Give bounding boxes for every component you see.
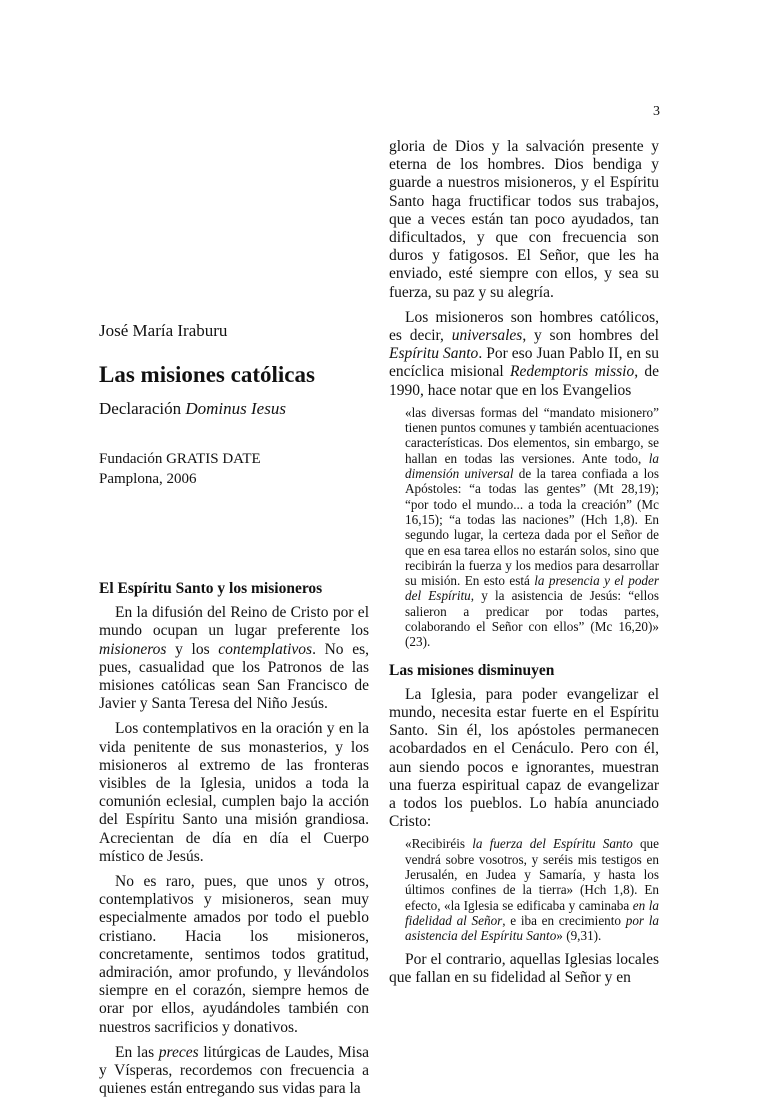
text-run: En la difusión del Reino de Cristo por el mundo ocupan un lugar preferente los bbox=[99, 604, 369, 640]
paragraph: gloria de Dios y la salvación presente y eterna de los hombres. Dios bendiga y guarde a nuestros misioneros, y el Espíritu Santo haga fructificar todos sus trabajos, que a veces están tan poco ayudados, tan dificultados, y que con frecuencia son duros y fatigosos. El Señor, que les ha enviado, esté siempre con ellos, y sea su fuerza, su paz y su alegría. bbox=[389, 138, 659, 301]
paragraph: Por el contrario, aquellas Iglesias locales que fallan en su fidelidad al Señor y en bbox=[389, 950, 659, 986]
text-run: » (9,31). bbox=[556, 928, 602, 944]
italic-run: la fuerza del Espíritu Santo bbox=[472, 836, 633, 852]
book-subtitle bbox=[99, 400, 286, 418]
paragraph bbox=[99, 604, 369, 713]
author-name: José María Iraburu bbox=[99, 321, 228, 340]
italic-run: la presencia y el poder del Espíritu bbox=[405, 573, 659, 604]
text-run: , y la asistencia de Jesús: “ellos salieron a predicar por todas partes, colaborando el Señor con ellos” (Mc 16,20)» (23). bbox=[405, 588, 659, 650]
text-run: En las bbox=[115, 1043, 159, 1061]
block-quote bbox=[389, 405, 659, 650]
text-run: . No es, pues, casualidad que los Patronos de las misiones católicas sean San Francisco de Javier y Santa Teresa del Niño Jesús. bbox=[99, 640, 369, 713]
subtitle-italic: Dominus Iesus bbox=[185, 399, 286, 418]
text-run: «Recibiréis bbox=[405, 836, 473, 852]
italic-run: preces bbox=[158, 1043, 199, 1061]
text-run: «las diversas formas del “mandato misionero” tienen puntos comunes y también acentuaciones características. Dos elementos, sin embargo, se hallan en todas las versiones. Ante todo, bbox=[405, 404, 659, 466]
page-number: 3 bbox=[653, 104, 660, 119]
text-run: , de 1990, hace notar que en los Evangelios bbox=[389, 363, 659, 399]
text-run: , y son hombres del bbox=[522, 327, 659, 345]
text-run: Los misioneros son hombres católicos, es decir, bbox=[389, 308, 659, 345]
publisher: Fundación GRATIS DATE bbox=[99, 451, 261, 467]
book-title: Las misiones católicas bbox=[99, 362, 315, 387]
section-heading: Las misiones disminuyen bbox=[389, 661, 555, 679]
city-year: Pamplona, 2006 bbox=[99, 471, 197, 487]
text-run: . Por eso Juan Pablo II, en su encíclica misional bbox=[389, 345, 659, 381]
italic-run: Redemptoris missio bbox=[509, 363, 635, 381]
text-run: litúrgicas de Laudes, Misa y Vísperas, recordemos con frecuencia a quienes están entregando sus vidas para la bbox=[99, 1043, 370, 1098]
text-run: de la tarea confiada a los Apóstoles: “a todas las gentes” (Mt 28,19); “por todo el mundo... a toda la creación” (Mc 16,15); “a todas las naciones” (Hch 1,8). En segundo lugar, la certeza dada por el Señor de que en esa tarea ellos no estarán solos, sino que recibirán la fuerza y los medios para desarrollar su misión. En esto está bbox=[405, 466, 660, 589]
italic-run: en la fidelidad al Señor bbox=[405, 897, 659, 928]
text-run: , e iba en crecimiento bbox=[502, 912, 626, 928]
block-quote bbox=[389, 836, 659, 943]
paragraph: La Iglesia, para poder evangelizar el mundo, necesita estar fuerte en el Espíritu Santo. Sin él, los apóstoles permanecen acobardados en el Cenáculo. Pero con él, aun siendo pocos e ignorantes, muestran una fuerza espiritual capaz de evangelizar a todos los pueblos. Lo había anunciado Cristo: bbox=[389, 685, 659, 831]
section-heading: El Espíritu Santo y los misioneros bbox=[99, 580, 323, 597]
text-run: y los bbox=[166, 640, 219, 658]
subtitle-prefix: Declaración bbox=[99, 399, 186, 418]
paragraph: Los contemplativos en la oración y en la vida penitente de sus monasterios, y los misioneros al extremo de las fronteras visibles de la Iglesia, unidos a toda la comunión eclesial, cumplen bajo la acción del Espíritu Santo una misión grandiosa. Acrecientan de día en día el Cuerpo místico de Jesús. bbox=[99, 720, 369, 865]
section-espiritu-santo bbox=[99, 580, 369, 1098]
italic-run: universales bbox=[451, 327, 523, 345]
paragraph bbox=[389, 309, 659, 400]
italic-run: Espíritu Santo bbox=[389, 345, 479, 363]
italic-run: la dimensión universal bbox=[405, 450, 659, 482]
italic-run: contemplativos bbox=[218, 640, 313, 658]
right-column bbox=[389, 138, 659, 987]
paragraph: No es raro, pues, que unos y otros, contemplativos y misioneros, sean muy especialmente amados por todo el pueblo cristiano. Hacia los misioneros, concretamente, sentimos todos gratitud, admiración, amor profundo, y llevándolos siempre en el corazón, siempre hemos de orar por ellos, ayudándoles también con nuestros sacrificios y donativos. bbox=[99, 873, 369, 1036]
paragraph bbox=[99, 1044, 369, 1098]
italic-run: por la asistencia del Espíritu Santo bbox=[405, 912, 659, 944]
italic-run: misioneros bbox=[99, 640, 167, 658]
text-run: que vendrá sobre vosotros, y seréis mis testigos en Jerusalén, en Judea y Samaría, y hasta los últimos confines de la tierra» (Hch 1,8). En efecto, «la Iglesia se edificaba y caminaba bbox=[405, 836, 660, 913]
